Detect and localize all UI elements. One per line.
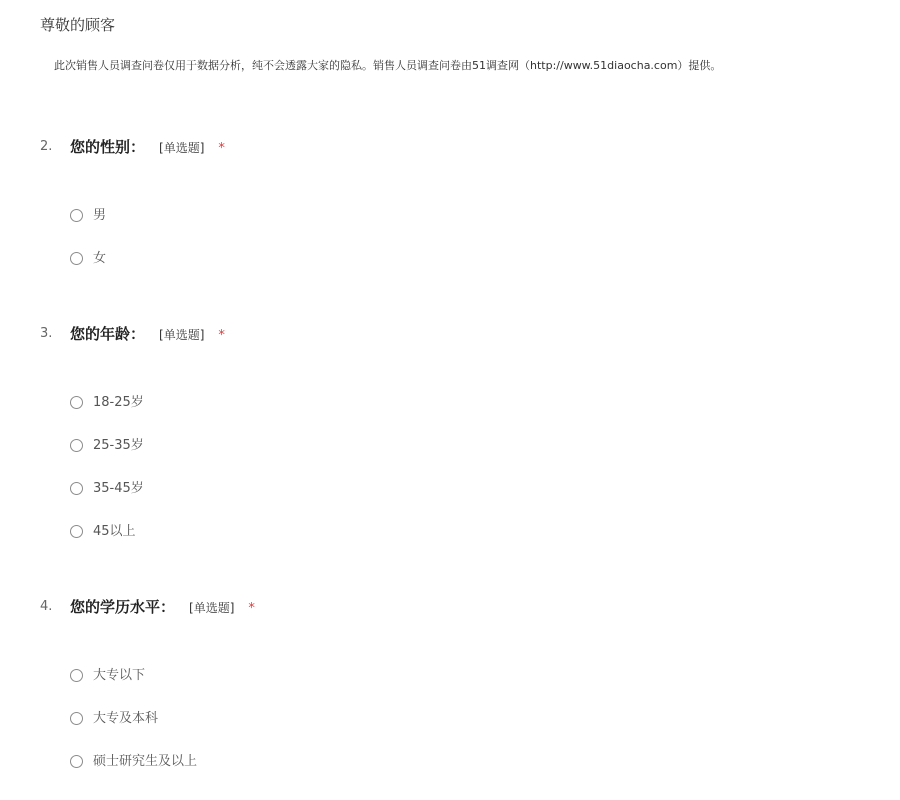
radio-button[interactable]: [70, 525, 83, 538]
radio-button[interactable]: [70, 209, 83, 222]
option-label: 45以上: [93, 524, 136, 539]
radio-button[interactable]: [70, 252, 83, 265]
question-header: [0, 136, 900, 160]
option-label: 25-35岁: [93, 438, 144, 453]
question-number: 2.: [40, 139, 53, 154]
greeting-text: 尊敬的顾客: [40, 16, 116, 34]
radio-option-below-college[interactable]: [70, 667, 370, 687]
option-label: 35-45岁: [93, 481, 144, 496]
question-type: [单选题]: [189, 601, 235, 615]
question-title-text: 您的性别：: [70, 138, 146, 156]
question-header: [0, 596, 900, 620]
question-title-text: 您的年龄：: [70, 325, 146, 343]
question-title: [70, 136, 225, 157]
radio-button[interactable]: [70, 712, 83, 725]
radio-option-age-35-45[interactable]: [70, 480, 370, 500]
radio-button[interactable]: [70, 755, 83, 768]
required-marker: *: [218, 328, 225, 343]
question-title: [70, 323, 225, 344]
option-label: 男: [93, 208, 107, 223]
survey-intro: 此次销售人员调查问卷仅用于数据分析，纯不会透露大家的隐私。销售人员调查问卷由51调查网（http://www.51diaocha.com）提供。: [54, 59, 722, 72]
option-label: 大专以下: [93, 668, 146, 683]
radio-option-age-45-plus[interactable]: [70, 523, 370, 543]
radio-option-female[interactable]: [70, 250, 370, 270]
option-label: 18-25岁: [93, 395, 144, 410]
radio-option-male[interactable]: [70, 207, 370, 227]
radio-option-age-25-35[interactable]: [70, 437, 370, 457]
question-title-text: 您的学历水平：: [70, 598, 176, 616]
radio-button[interactable]: [70, 439, 83, 452]
option-label: 大专及本科: [93, 711, 159, 726]
radio-button[interactable]: [70, 396, 83, 409]
question-type: [单选题]: [159, 141, 205, 155]
question-title: [70, 596, 255, 617]
radio-option-college-bachelor[interactable]: [70, 710, 370, 730]
required-marker: *: [218, 141, 225, 156]
required-marker: *: [248, 601, 255, 616]
question-type: [单选题]: [159, 328, 205, 342]
question-header: [0, 323, 900, 347]
radio-button[interactable]: [70, 482, 83, 495]
question-number: 4.: [40, 599, 53, 614]
radio-option-master-above[interactable]: [70, 753, 370, 773]
radio-button[interactable]: [70, 669, 83, 682]
radio-option-age-18-25[interactable]: [70, 394, 370, 414]
question-number: 3.: [40, 326, 53, 341]
option-label: 硕士研究生及以上: [93, 754, 198, 769]
option-label: 女: [93, 251, 107, 266]
